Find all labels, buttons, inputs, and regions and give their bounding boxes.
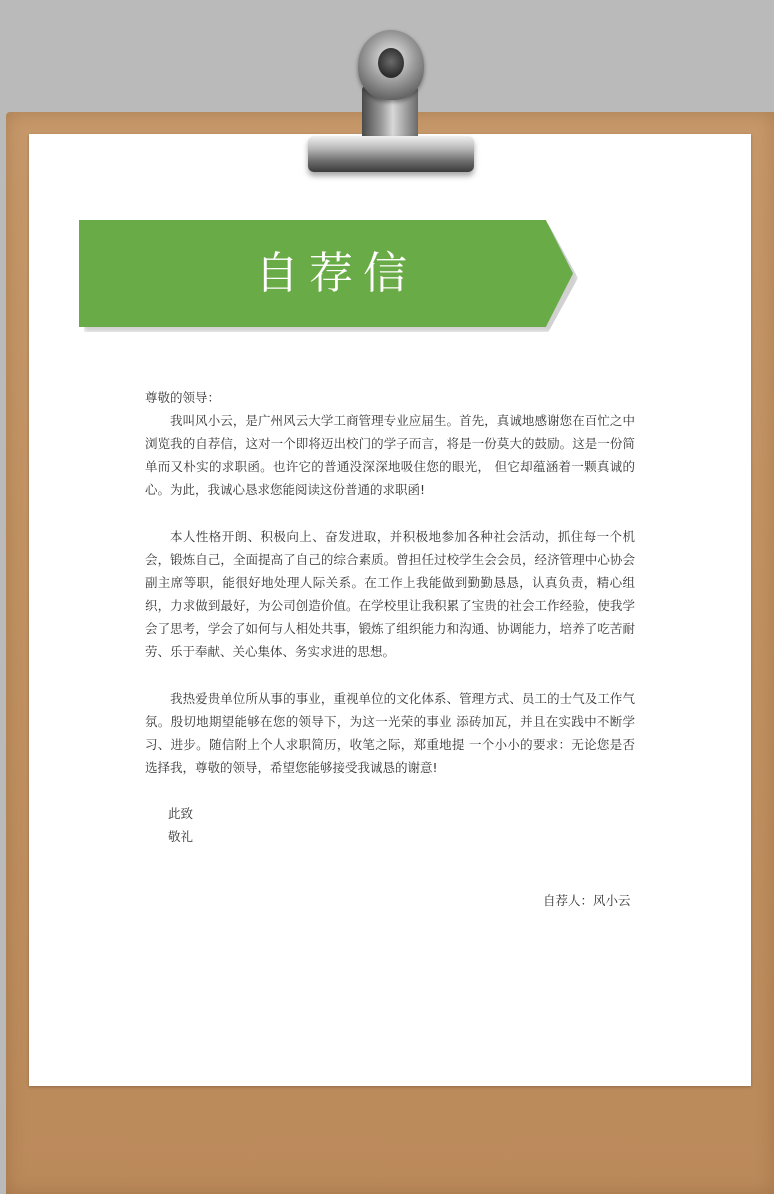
signature: 自荐人：风小云 bbox=[543, 893, 631, 908]
binder-clip-icon bbox=[300, 26, 480, 176]
closing-line-1: 此致 bbox=[168, 806, 194, 821]
closing-line-2: 敬礼 bbox=[168, 829, 194, 844]
salutation: 尊敬的领导： bbox=[145, 390, 221, 405]
letter-title: 自荐信 bbox=[255, 248, 417, 299]
closing bbox=[145, 802, 635, 848]
paragraph-request: 我热爱贵单位所从事的事业，重视单位的文化体系、管理方式、员工的士气及工作气氛。殷切地期望能够在您的领导下，为这一光荣的事业 添砖加瓦，并且在实践中不断学习、进步。随信附上个人求职简历，收笔之际，郑重地提 一个小小的要求：无论您是否选择我，尊敬的领导，希望您能够接受我诚恳的谢意! bbox=[145, 691, 635, 775]
paragraph-intro: 我叫风小云，是广州风云大学工商管理专业应届生。首先，真诚地感谢您在百忙之中浏览我的自荐信，这对一个即将迈出校门的学子而言，将是一份莫大的鼓励。这是一份简单而又朴实的求职函。也许它的普通没深深地吸住您的眼光， 但它却蕴涵着一颗真诚的心。为此，我诚心恳求您能阅读这份普通的求职函! bbox=[145, 413, 635, 497]
paragraph-personality: 本人性格开朗、积极向上、奋发进取，并积极地参加各种社会活动，抓住每一个机会，锻炼自己，全面提高了自己的综合素质。曾担任过校学生会会员，经济管理中心协会副主席等职，能很好地处理人际关系。在工作上我能做到勤勤恳恳，认真负责，精心组织，力求做到最好，为公司创造价值。在学校里让我积累了宝贵的社会工作经验，使我学会了思考，学会了如何与人相处共事，锻炼了组织能力和沟通、协调能力，培养了吃苦耐劳、乐于奉献、关心集体、务实求进的思想。 bbox=[145, 529, 635, 659]
letter-body bbox=[145, 386, 635, 848]
